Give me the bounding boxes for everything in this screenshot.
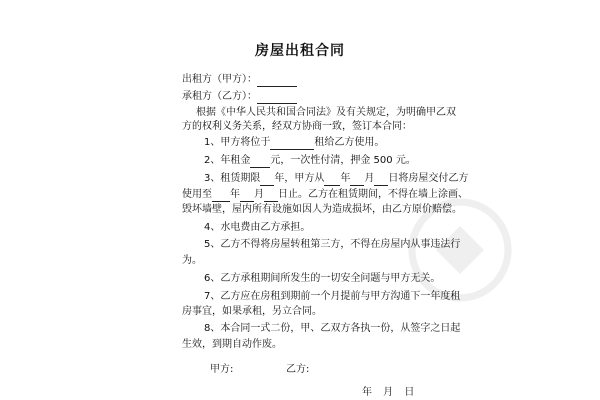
clause-3-text-b: 年，甲方从 — [274, 173, 325, 184]
party-a-signature: 甲方: — [210, 364, 234, 375]
term-blank — [260, 174, 274, 186]
lessee-blank — [257, 92, 297, 104]
address-blank — [270, 138, 314, 150]
clause-7-line-1: 7、乙方应在房租到期前一个月提前与甲方沟通下一年度租 — [204, 291, 461, 302]
start-month-blank — [350, 174, 364, 186]
clause-3-line2-text-c: 月 — [254, 189, 264, 200]
clause-7-line-2: 房事宜，如果承租，另立合同。 — [182, 306, 322, 317]
intro-line-1: 根据《中华人民共和国合同法》及有关规定，为明确甲乙双 — [196, 107, 456, 118]
clause-3-line2-text-b: 年 — [230, 189, 240, 200]
party-b-signature: 乙方: — [286, 364, 310, 375]
clause-2 — [204, 154, 416, 168]
clause-3-line2-text-d: 日止。乙方在租赁期间，不得在墙上涂画、 — [278, 189, 468, 200]
clause-3-text-c: 年 — [340, 173, 351, 184]
clause-3-line-3: 毁坏墙壁，屋内所有设施如因人为造成损坏，由乙方原价赔偿。 — [182, 204, 462, 215]
clause-3-text-a: 3、租赁期限 — [204, 173, 261, 184]
clause-1-text-a: 1、甲方将位于 — [204, 137, 271, 148]
clause-8-line-2: 生效，到期自动作废。 — [182, 339, 282, 350]
clause-2-text-a: 2、年租金 — [204, 155, 251, 166]
rent-blank — [250, 156, 270, 168]
clause-8-line-1: 8、本合同一式二份，甲、乙双方各执一份，从签字之日起 — [204, 323, 461, 334]
date-line: 年 月 日 — [362, 387, 415, 398]
clause-4: 4、水电费由乙方承担。 — [204, 222, 311, 233]
end-month-blank — [240, 190, 254, 202]
end-year-blank — [212, 190, 230, 202]
lessor-label: 出租方（甲方）： — [182, 74, 257, 85]
clause-3-text-e: 日将房屋交付乙方 — [388, 173, 469, 184]
lessee-line — [182, 90, 297, 104]
clause-3-line-1 — [204, 172, 468, 186]
start-year-blank — [324, 174, 340, 186]
page-title: 房屋出租合同 — [255, 43, 345, 59]
clause-1 — [204, 136, 384, 150]
clause-6: 6、乙方承租期间所发生的一切安全问题与甲方无关。 — [204, 273, 441, 284]
end-day-blank — [264, 190, 278, 202]
clause-5-line-2: 为。 — [182, 255, 202, 266]
clause-5-line-1: 5、乙方不得将房屋转租第三方，不得在房屋内从事违法行 — [204, 239, 461, 250]
clause-3-line2-text-a: 使用至 — [182, 189, 212, 200]
intro-line-2: 方的权利义务关系，经双方协商一致，签订本合同： — [182, 121, 412, 132]
start-day-blank — [374, 174, 388, 186]
clause-2-text-b: 元，一次性付清，押金 500 元。 — [270, 155, 416, 166]
clause-1-text-b: 租给乙方使用。 — [314, 137, 385, 148]
clause-3-line-2 — [182, 188, 468, 202]
lessor-line — [182, 73, 297, 87]
lessor-blank — [257, 75, 297, 87]
lessee-label: 承租方（乙方）： — [182, 91, 257, 102]
clause-3-text-d: 月 — [364, 173, 375, 184]
